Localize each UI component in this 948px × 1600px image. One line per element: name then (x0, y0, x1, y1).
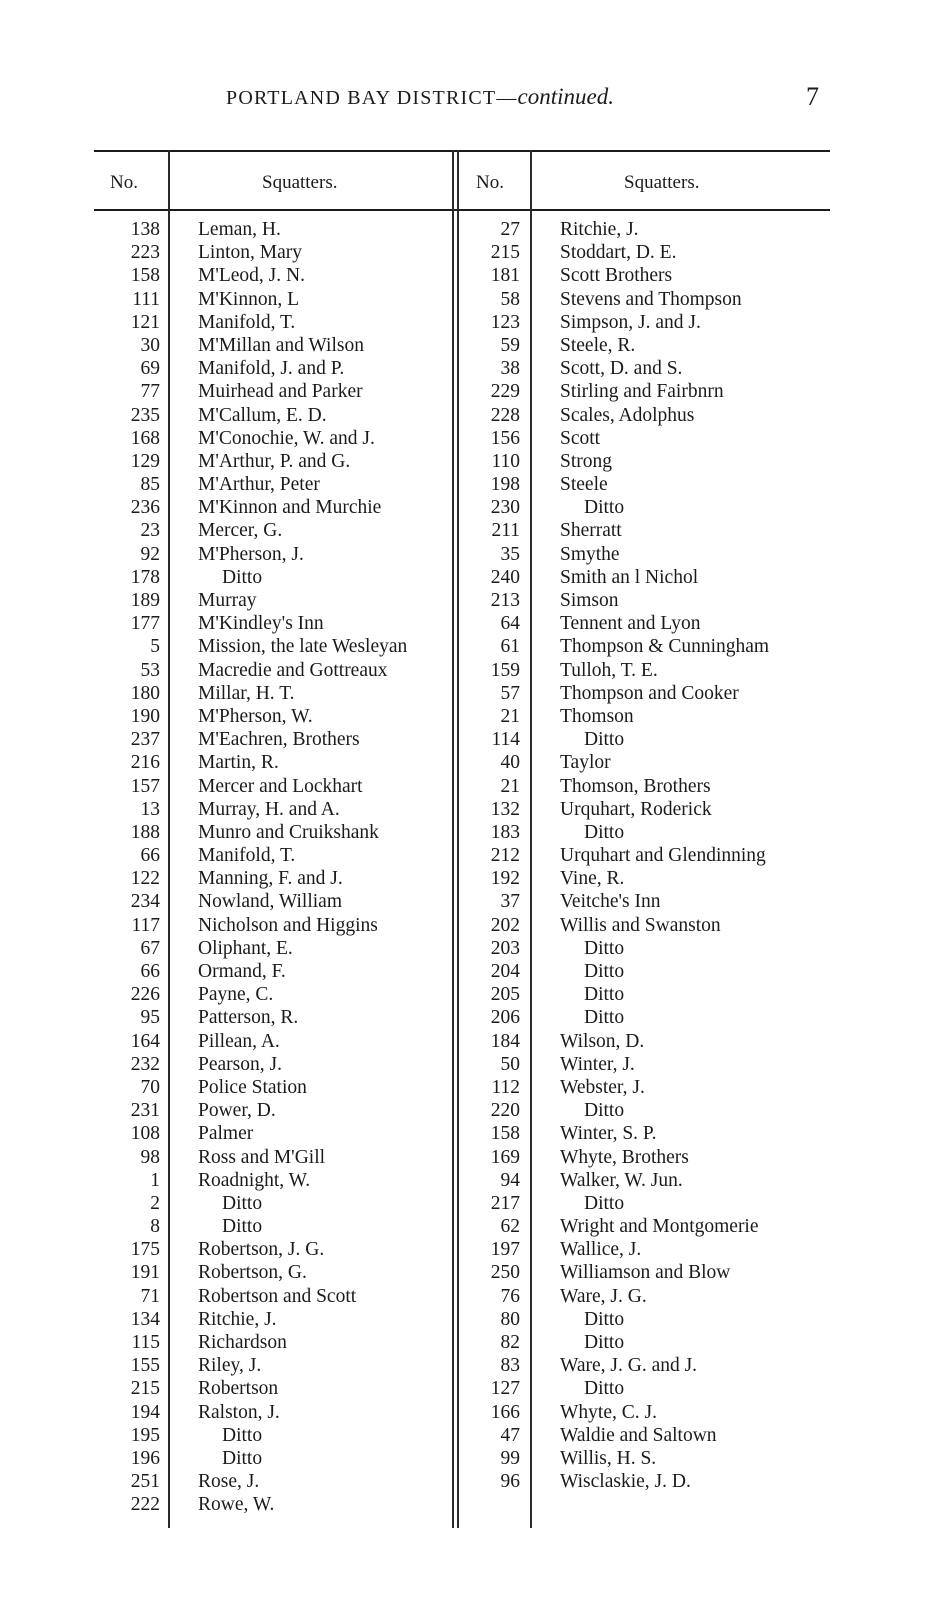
squatter-number: 5 (150, 636, 160, 658)
squatter-number: 157 (130, 775, 160, 797)
squatter-number: 69 (140, 358, 160, 380)
squatter-number: 115 (131, 1332, 160, 1353)
squatter-number: 159 (490, 659, 520, 681)
squatter-name: M'Callum, E. D. (198, 404, 327, 426)
squatter-name: Millar, H. T. (198, 682, 295, 704)
squatter-name: M'Arthur, P. and G. (198, 450, 351, 472)
squatter-number: 8 (150, 1216, 160, 1238)
table-top-rule (94, 150, 830, 152)
squatter-number: 27 (500, 219, 520, 240)
squatter-number: 204 (490, 961, 520, 982)
squatter-number: 180 (130, 682, 160, 704)
squatter-number: 123 (490, 311, 520, 333)
squatter-number: 229 (490, 381, 520, 403)
squatter-number: 205 (490, 984, 520, 1006)
squatter-name: Ditto (584, 729, 625, 751)
squatter-number: 215 (130, 1378, 160, 1400)
running-title-text: PORTLAND BAY DISTRICT— (226, 87, 518, 109)
squatter-number: 202 (490, 914, 520, 936)
squatter-number: 82 (500, 1332, 520, 1353)
squatter-number: 177 (130, 613, 160, 635)
squatter-name: Ware, J. G. and J. (560, 1355, 698, 1377)
squatter-name: Macredie and Gottreaux (198, 659, 388, 681)
squatter-number: 66 (140, 845, 160, 867)
squatter-number: 175 (130, 1239, 160, 1261)
squatter-name: Leman, H. (198, 219, 281, 240)
squatter-number: 76 (500, 1285, 520, 1307)
squatter-name: Stoddart, D. E. (560, 242, 677, 264)
squatter-name: Smythe (560, 543, 620, 565)
squatter-number: 117 (131, 914, 160, 936)
header-no-right: No. (476, 172, 504, 193)
squatter-number: 216 (130, 752, 160, 774)
squatter-number: 21 (500, 705, 520, 727)
page-number: 7 (806, 82, 819, 111)
table-header-rule (94, 209, 830, 211)
squatter-name: M'Eachren, Brothers (198, 729, 360, 751)
squatter-name: Waldie and Saltown (560, 1424, 717, 1446)
squatter-number: 240 (490, 566, 520, 588)
squatter-number: 234 (130, 891, 160, 913)
squatter-name: Sherratt (560, 520, 622, 542)
squatter-name: Wallice, J. (560, 1239, 642, 1261)
squatter-number: 183 (490, 821, 520, 843)
squatter-number: 155 (130, 1355, 160, 1377)
squatter-name: M'Pherson, J. (198, 543, 304, 565)
squatter-name: Ritchie, J. (198, 1308, 277, 1330)
squatter-name: Ware, J. G. (560, 1285, 647, 1307)
page-header (0, 84, 948, 120)
squatter-number: 203 (490, 937, 520, 959)
squatter-number: 169 (490, 1146, 520, 1168)
squatter-number: 213 (490, 590, 520, 611)
squatter-number: 122 (130, 868, 160, 890)
squatter-number: 110 (491, 450, 520, 472)
squatter-number: 98 (140, 1146, 160, 1168)
squatter-number: 194 (130, 1401, 160, 1423)
squatter-name: Thompson & Cunningham (560, 636, 770, 658)
squatter-number: 50 (500, 1053, 520, 1075)
squatter-number: 61 (500, 636, 520, 658)
squatter-number: 59 (500, 334, 520, 356)
squatter-number: 1 (150, 1169, 160, 1191)
squatter-number: 67 (140, 937, 160, 959)
squatter-name: Richardson (198, 1332, 287, 1353)
squatter-name: Scales, Adolphus (560, 404, 695, 426)
squatter-name: Manifold, T. (198, 311, 296, 333)
squatter-number: 198 (490, 474, 520, 496)
squatter-name: Willis, H. S. (560, 1447, 657, 1469)
squatter-name: Ditto (584, 1192, 625, 1214)
squatter-name: Nicholson and Higgins (198, 914, 378, 936)
squatter-number: 158 (490, 1123, 520, 1145)
squatter-number: 178 (130, 566, 160, 588)
squatter-number: 250 (490, 1262, 520, 1284)
squatter-number: 188 (130, 821, 160, 843)
squatter-number: 112 (491, 1076, 520, 1098)
squatter-name: Ditto (584, 1007, 625, 1029)
running-title-continued: continued. (517, 84, 614, 109)
squatter-name: Taylor (560, 752, 611, 774)
squatter-number: 138 (130, 219, 160, 240)
squatter-number: 66 (140, 961, 160, 982)
squatter-name: Muirhead and Parker (198, 381, 363, 403)
squatter-name: Mission, the late Wesleyan (198, 636, 408, 658)
squatter-number: 235 (130, 404, 160, 426)
squatter-name: Stevens and Thompson (560, 288, 742, 310)
squatter-name: Ditto (222, 1216, 263, 1238)
squatter-name: Martin, R. (198, 752, 279, 774)
squatter-number: 166 (490, 1401, 520, 1423)
squatter-name: Ditto (222, 1447, 263, 1469)
squatter-number: 190 (130, 705, 160, 727)
squatter-name: Strong (560, 450, 613, 472)
squatter-number: 83 (500, 1355, 520, 1377)
squatter-number: 58 (500, 288, 520, 310)
squatter-name: Munro and Cruikshank (198, 821, 379, 843)
squatter-number: 2 (150, 1192, 160, 1214)
squatter-name: Williamson and Blow (560, 1262, 731, 1284)
squatter-number: 215 (490, 242, 520, 264)
squatter-name: M'Arthur, Peter (198, 474, 320, 496)
squatter-number: 212 (490, 845, 520, 867)
squatter-number: 197 (490, 1239, 520, 1261)
squatter-name: Rowe, W. (198, 1494, 275, 1516)
squatter-name: Nowland, William (198, 891, 343, 913)
squatter-number: 134 (130, 1308, 160, 1330)
running-title (226, 84, 614, 110)
squatter-name: Pearson, J. (198, 1053, 282, 1075)
squatter-number: 228 (490, 404, 520, 426)
squatter-number: 95 (140, 1007, 160, 1029)
squatter-number: 196 (130, 1447, 160, 1469)
squatter-number: 164 (130, 1030, 160, 1052)
squatter-number: 13 (140, 798, 160, 820)
squatter-name: Manning, F. and J. (198, 868, 343, 890)
squatter-name: Veitche's Inn (560, 891, 661, 913)
squatter-number: 220 (490, 1100, 520, 1122)
squatter-name: Simson (560, 590, 619, 611)
squatter-number: 71 (140, 1285, 160, 1307)
squatter-number: 47 (500, 1424, 520, 1446)
squatter-number: 121 (130, 311, 160, 333)
squatter-number: 53 (140, 659, 160, 681)
squatter-name: Winter, S. P. (560, 1123, 657, 1145)
squatter-number: 111 (132, 288, 160, 310)
squatter-number: 226 (130, 984, 160, 1006)
squatter-name: Patterson, R. (198, 1007, 299, 1029)
squatter-name: Ditto (584, 821, 625, 843)
squatter-name: M'Millan and Wilson (198, 334, 364, 356)
squatter-number: 85 (140, 474, 160, 496)
squatter-name: Robertson and Scott (198, 1285, 357, 1307)
squatter-name: Riley, J. (198, 1355, 262, 1377)
squatter-name: Robertson, G. (198, 1262, 307, 1284)
squatter-number: 77 (140, 381, 160, 403)
squatter-number: 168 (130, 427, 160, 449)
squatter-name: Ditto (584, 1378, 625, 1400)
squatter-number: 230 (490, 497, 520, 519)
squatter-name: Whyte, Brothers (560, 1146, 689, 1168)
squatter-number: 40 (500, 752, 520, 774)
squatter-name: Scott (560, 427, 601, 449)
squatter-name: Webster, J. (560, 1076, 645, 1098)
squatter-name: M'Kinnon, L (198, 288, 300, 310)
squatter-number: 195 (130, 1424, 160, 1446)
squatter-number: 92 (140, 543, 160, 565)
squatter-name: Ditto (222, 1192, 263, 1214)
squatter-number: 38 (500, 358, 520, 380)
squatter-number: 132 (490, 798, 520, 820)
squatter-number: 57 (500, 682, 520, 704)
squatter-name: Tennent and Lyon (560, 613, 701, 635)
header-squatters-left: Squatters. (262, 172, 338, 193)
squatter-name: M'Pherson, W. (198, 705, 313, 727)
squatter-number: 192 (490, 868, 520, 890)
squatter-name: Manifold, J. and P. (198, 358, 345, 380)
squatter-number: 21 (500, 775, 520, 797)
squatter-name: Ditto (584, 1100, 625, 1122)
squatter-name: Wisclaskie, J. D. (560, 1471, 691, 1493)
squatter-number: 94 (500, 1169, 520, 1191)
squatter-name: Manifold, T. (198, 845, 296, 867)
squatter-name: Ditto (584, 937, 625, 959)
header-no-left: No. (110, 172, 138, 193)
squatter-name: Palmer (198, 1123, 254, 1145)
squatter-name: Ditto (584, 961, 625, 982)
squatter-number: 231 (130, 1100, 160, 1122)
squatter-name: M'Kinnon and Murchie (198, 497, 382, 519)
squatter-number: 232 (130, 1053, 160, 1075)
squatter-number: 62 (500, 1216, 520, 1238)
squatter-name: Winter, J. (560, 1053, 635, 1075)
squatter-name: Murray (198, 590, 257, 611)
squatter-name: Ross and M'Gill (198, 1146, 326, 1168)
squatter-name: Roadnight, W. (198, 1169, 311, 1191)
squatter-number: 158 (130, 265, 160, 287)
squatter-number: 99 (500, 1447, 520, 1469)
squatter-name: Scott, D. and S. (560, 358, 683, 380)
squatter-name: Ditto (584, 984, 625, 1006)
squatter-number: 96 (500, 1471, 520, 1493)
squatter-name: M'Conochie, W. and J. (198, 427, 375, 449)
squatter-name: Thomson, Brothers (560, 775, 711, 797)
squatter-name: Ditto (222, 1424, 263, 1446)
squatter-number: 184 (490, 1030, 520, 1052)
squatter-number: 206 (490, 1007, 520, 1029)
squatter-number: 23 (140, 520, 160, 542)
header-squatters-right: Squatters. (624, 172, 700, 193)
squatter-name: Oliphant, E. (198, 937, 293, 959)
squatter-name: Steele (560, 474, 608, 496)
squatter-number: 217 (490, 1192, 520, 1214)
squatter-name: Smith an l Nichol (560, 566, 699, 588)
squatter-number: 35 (500, 543, 520, 565)
squatter-number: 223 (130, 242, 160, 264)
squatter-number: 156 (490, 427, 520, 449)
squatter-name: Rose, J. (198, 1471, 260, 1493)
squatter-name: Scott Brothers (560, 265, 673, 287)
squatter-name: Ralston, J. (198, 1401, 280, 1423)
squatter-number: 80 (500, 1308, 520, 1330)
squatter-number: 127 (490, 1378, 520, 1400)
squatter-number: 30 (140, 334, 160, 356)
squatter-number: 108 (130, 1123, 160, 1145)
squatter-name: Wilson, D. (560, 1030, 645, 1052)
squatter-name: Wright and Montgomerie (560, 1216, 759, 1238)
squatter-number: 251 (130, 1471, 160, 1493)
squatter-name: Pillean, A. (198, 1030, 280, 1052)
squatter-name: Mercer and Lockhart (198, 775, 363, 797)
squatter-number: 237 (130, 729, 160, 751)
squatter-number: 129 (130, 450, 160, 472)
squatter-name: Robertson, J. G. (198, 1239, 325, 1261)
squatter-number: 211 (491, 520, 520, 542)
squatter-name: Murray, H. and A. (198, 798, 340, 820)
column-divider-right (530, 150, 532, 1528)
squatter-name: Tulloh, T. E. (560, 659, 658, 681)
squatter-number: 181 (490, 265, 520, 287)
squatter-name: Stirling and Fairbnrn (560, 381, 724, 403)
squatter-name: Police Station (198, 1076, 307, 1098)
squatter-number: 114 (491, 729, 520, 751)
squatter-name: M'Kindley's Inn (198, 613, 324, 635)
squatter-name: M'Leod, J. N. (198, 265, 305, 287)
squatter-name: Simpson, J. and J. (560, 311, 701, 333)
squatter-name: Ritchie, J. (560, 219, 639, 240)
squatter-name: Urquhart and Glendinning (560, 845, 766, 867)
squatter-name: Mercer, G. (198, 520, 283, 542)
squatter-name: Ditto (584, 1332, 625, 1353)
squatter-name: Ormand, F. (198, 961, 286, 982)
squatter-name: Linton, Mary (198, 242, 302, 264)
squatter-name: Ditto (584, 497, 625, 519)
squatter-number: 222 (130, 1494, 160, 1516)
squatter-name: Ditto (584, 1308, 625, 1330)
squatter-number: 189 (130, 590, 160, 611)
squatter-name: Steele, R. (560, 334, 636, 356)
squatter-number: 191 (130, 1262, 160, 1284)
squatter-name: Robertson (198, 1378, 279, 1400)
squatter-name: Willis and Swanston (560, 914, 721, 936)
squatter-name: Thompson and Cooker (560, 682, 739, 704)
squatter-name: Vine, R. (560, 868, 625, 890)
squatter-name: Thomson (560, 705, 634, 727)
squatter-name: Ditto (222, 566, 263, 588)
squatter-number: 236 (130, 497, 160, 519)
squatter-name: Power, D. (198, 1100, 276, 1122)
squatter-number: 64 (500, 613, 520, 635)
squatter-name: Walker, W. Jun. (560, 1169, 683, 1191)
squatter-name: Urquhart, Roderick (560, 798, 712, 820)
squatter-name: Whyte, C. J. (560, 1401, 657, 1423)
squatter-name: Payne, C. (198, 984, 274, 1006)
squatter-number: 70 (140, 1076, 160, 1098)
squatter-number: 37 (500, 891, 520, 913)
